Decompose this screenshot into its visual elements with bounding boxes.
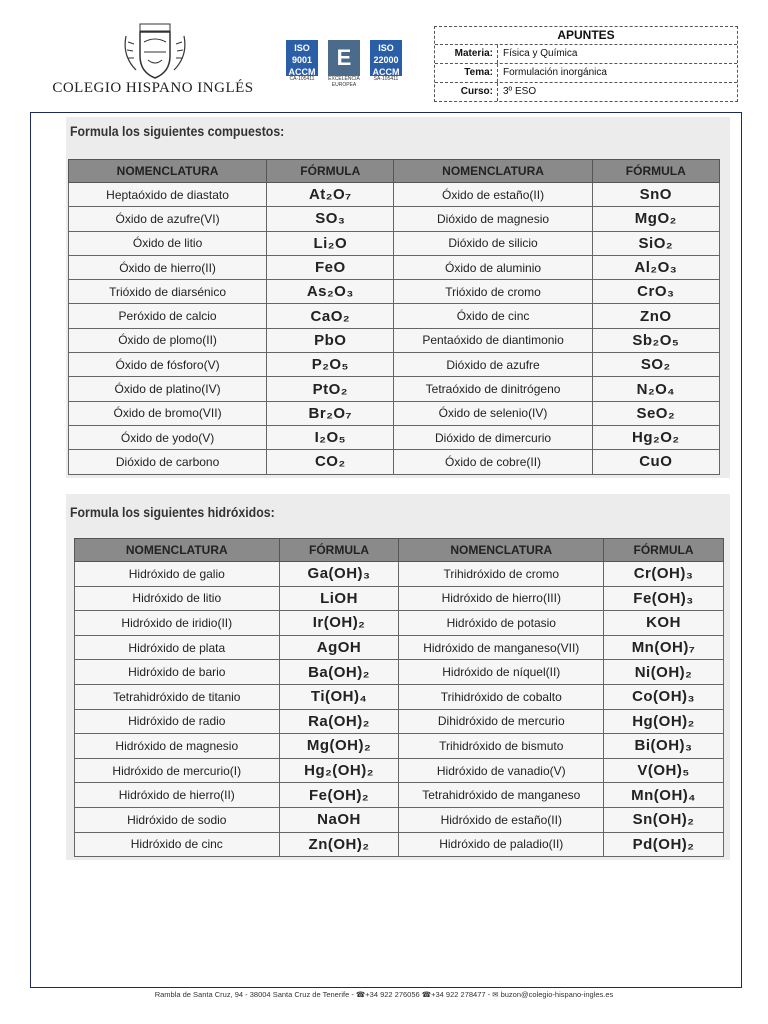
table-row [69, 377, 720, 401]
formula-cell: Hg(OH)₂ [604, 709, 724, 734]
tema-row: Tema: Formulación inorgánica [435, 64, 737, 83]
nomenclature-cell: Trihidróxido de cromo [399, 562, 604, 587]
nomenclature-cell: Óxido de selenio(IV) [394, 401, 592, 425]
table-row [69, 450, 720, 474]
nomenclature-cell: Óxido de bromo(VII) [69, 401, 267, 425]
nomenclature-cell: Peróxido de calcio [69, 304, 267, 328]
nomenclature-cell: Trihidróxido de cobalto [399, 684, 604, 709]
formula-cell: Br₂O₇ [267, 401, 394, 425]
nomenclature-cell: Hidróxido de plata [75, 635, 280, 660]
nomenclature-cell: Heptaóxido de diastato [69, 183, 267, 207]
nomenclature-cell: Hidróxido de cinc [75, 832, 280, 857]
nomenclature-cell: Trióxido de diarsénico [69, 280, 267, 304]
table-row [75, 783, 724, 808]
formula-cell: ZnO [592, 304, 719, 328]
nomenclature-cell: Dióxido de dimercurio [394, 425, 592, 449]
formula-cell: SO₃ [267, 207, 394, 231]
nomenclature-cell: Óxido de azufre(VI) [69, 207, 267, 231]
formula-cell: Mn(OH)₄ [604, 783, 724, 808]
table-row [69, 183, 720, 207]
formula-cell: Al₂O₃ [592, 255, 719, 279]
table-row [75, 807, 724, 832]
hidroxidos-title: Formula los siguientes hidróxidos: [70, 504, 275, 520]
nomenclature-cell: Hidróxido de magnesio [75, 734, 280, 759]
table-row [69, 207, 720, 231]
iso-9001-icon: ISO 9001 ACCM CA-105411 [286, 40, 318, 90]
formula-cell: Mg(OH)₂ [279, 734, 399, 759]
nomenclature-cell: Tetraóxido de dinitrógeno [394, 377, 592, 401]
nomenclature-cell: Hidróxido de bario [75, 660, 280, 685]
table-row [75, 586, 724, 611]
formula-cell: Ba(OH)₂ [279, 660, 399, 685]
table-row [75, 758, 724, 783]
nomenclature-cell: Óxido de hierro(II) [69, 255, 267, 279]
nomenclature-cell: Hidróxido de potasio [399, 611, 604, 636]
formula-cell: MgO₂ [592, 207, 719, 231]
nomenclature-cell: Trióxido de cromo [394, 280, 592, 304]
excelencia-icon: E EXCELENCIA EUROPEA [328, 40, 360, 90]
formula-cell: CrO₃ [592, 280, 719, 304]
apuntes-box [434, 26, 738, 102]
formula-cell: Ga(OH)₃ [279, 562, 399, 587]
footer-contact: Rambla de Santa Cruz, 94 - 38004 Santa Cruz de Tenerife - ☎+34 922 276056 ☎+34 922 278477 - ✉ buzon@colegio-hispano-ingles.es [154, 990, 614, 999]
nomenclature-cell: Hidróxido de galio [75, 562, 280, 587]
formula-cell: CuO [592, 450, 719, 474]
table-row [75, 611, 724, 636]
formula-cell: Zn(OH)₂ [279, 832, 399, 857]
table-row [69, 280, 720, 304]
nomenclature-cell: Hidróxido de sodio [75, 807, 280, 832]
hidroxidos-table [74, 538, 724, 857]
nomenclature-cell: Hidróxido de radio [75, 709, 280, 734]
formula-cell: Co(OH)₃ [604, 684, 724, 709]
formula-cell: Ti(OH)₄ [279, 684, 399, 709]
nomenclature-cell: Óxido de cinc [394, 304, 592, 328]
nomenclature-cell: Hidróxido de hierro(III) [399, 586, 604, 611]
nomenclature-cell: Dihidróxido de mercurio [399, 709, 604, 734]
table-header: NOMENCLATURA FÓRMULA NOMENCLATURA FÓRMULA [69, 160, 720, 183]
nomenclature-cell: Óxido de fósforo(V) [69, 353, 267, 377]
formula-cell: Li₂O [267, 231, 394, 255]
nomenclature-cell: Óxido de litio [69, 231, 267, 255]
formula-cell: SeO₂ [592, 401, 719, 425]
iso-22000-icon: ISO 22000 ACCM SA-105411 [370, 40, 402, 90]
curso-row: Curso: 3º ESO [435, 83, 737, 101]
table-row [75, 562, 724, 587]
nomenclature-cell: Óxido de cobre(II) [394, 450, 592, 474]
nomenclature-cell: Dióxido de carbono [69, 450, 267, 474]
formula-cell: SiO₂ [592, 231, 719, 255]
nomenclature-cell: Hidróxido de mercurio(I) [75, 758, 280, 783]
formula-cell: Mn(OH)₇ [604, 635, 724, 660]
nomenclature-cell: Óxido de yodo(V) [69, 425, 267, 449]
formula-cell: SnO [592, 183, 719, 207]
formula-cell: AgOH [279, 635, 399, 660]
formula-cell: As₂O₃ [267, 280, 394, 304]
table-row [69, 328, 720, 352]
formula-cell: Hg₂(OH)₂ [279, 758, 399, 783]
formula-cell: FeO [267, 255, 394, 279]
formula-cell: Fe(OH)₃ [604, 586, 724, 611]
formula-cell: Ra(OH)₂ [279, 709, 399, 734]
table-row [69, 231, 720, 255]
compuestos-title: Formula los siguientes compuestos: [70, 123, 285, 139]
formula-cell: P₂O₅ [267, 353, 394, 377]
nomenclature-cell: Óxido de plomo(II) [69, 328, 267, 352]
nomenclature-cell: Tetrahidróxido de titanio [75, 684, 280, 709]
apuntes-title: APUNTES [435, 27, 737, 45]
table-row [75, 660, 724, 685]
nomenclature-cell: Óxido de estaño(II) [394, 183, 592, 207]
crest-icon [118, 22, 192, 82]
nomenclature-cell: Dióxido de azufre [394, 353, 592, 377]
school-name: COLEGIO HISPANO INGLÉS [52, 80, 254, 96]
formula-cell: At₂O₇ [267, 183, 394, 207]
formula-cell: Pd(OH)₂ [604, 832, 724, 857]
nomenclature-cell: Hidróxido de iridio(II) [75, 611, 280, 636]
formula-cell: N₂O₄ [592, 377, 719, 401]
nomenclature-cell: Trihidróxido de bismuto [399, 734, 604, 759]
formula-cell: V(OH)₅ [604, 758, 724, 783]
nomenclature-cell: Dióxido de magnesio [394, 207, 592, 231]
formula-cell: CO₂ [267, 450, 394, 474]
nomenclature-cell: Óxido de aluminio [394, 255, 592, 279]
table-row [69, 304, 720, 328]
compuestos-table [68, 159, 720, 475]
hidroxidos-section [66, 494, 730, 860]
formula-cell: I₂O₅ [267, 425, 394, 449]
compuestos-section [66, 117, 730, 478]
table-row [69, 353, 720, 377]
nomenclature-cell: Hidróxido de estaño(II) [399, 807, 604, 832]
nomenclature-cell: Hidróxido de hierro(II) [75, 783, 280, 808]
formula-cell: Bi(OH)₃ [604, 734, 724, 759]
table-row [75, 684, 724, 709]
table-row [75, 832, 724, 857]
table-row [75, 734, 724, 759]
formula-cell: Cr(OH)₃ [604, 562, 724, 587]
table-header: NOMENCLATURA FÓRMULA NOMENCLATURA FÓRMULA [75, 539, 724, 562]
table-row [69, 255, 720, 279]
formula-cell: Hg₂O₂ [592, 425, 719, 449]
table-row [69, 401, 720, 425]
nomenclature-cell: Dióxido de silicio [394, 231, 592, 255]
formula-cell: Ni(OH)₂ [604, 660, 724, 685]
formula-cell: Sn(OH)₂ [604, 807, 724, 832]
formula-cell: Sb₂O₅ [592, 328, 719, 352]
nomenclature-cell: Tetrahidróxido de manganeso [399, 783, 604, 808]
table-row [69, 425, 720, 449]
certifications [286, 40, 406, 92]
formula-cell: NaOH [279, 807, 399, 832]
formula-cell: KOH [604, 611, 724, 636]
formula-cell: LiOH [279, 586, 399, 611]
formula-cell: PtO₂ [267, 377, 394, 401]
table-row [75, 709, 724, 734]
formula-cell: SO₂ [592, 353, 719, 377]
nomenclature-cell: Hidróxido de paladio(II) [399, 832, 604, 857]
nomenclature-cell: Hidróxido de níquel(II) [399, 660, 604, 685]
formula-cell: PbO [267, 328, 394, 352]
nomenclature-cell: Óxido de platino(IV) [69, 377, 267, 401]
nomenclature-cell: Pentaóxido de diantimonio [394, 328, 592, 352]
formula-cell: CaO₂ [267, 304, 394, 328]
nomenclature-cell: Hidróxido de manganeso(VII) [399, 635, 604, 660]
table-row [75, 635, 724, 660]
school-logo [36, 22, 266, 102]
nomenclature-cell: Hidróxido de vanadio(V) [399, 758, 604, 783]
formula-cell: Ir(OH)₂ [279, 611, 399, 636]
materia-row: Materia: Física y Química [435, 45, 737, 64]
formula-cell: Fe(OH)₂ [279, 783, 399, 808]
nomenclature-cell: Hidróxido de litio [75, 586, 280, 611]
